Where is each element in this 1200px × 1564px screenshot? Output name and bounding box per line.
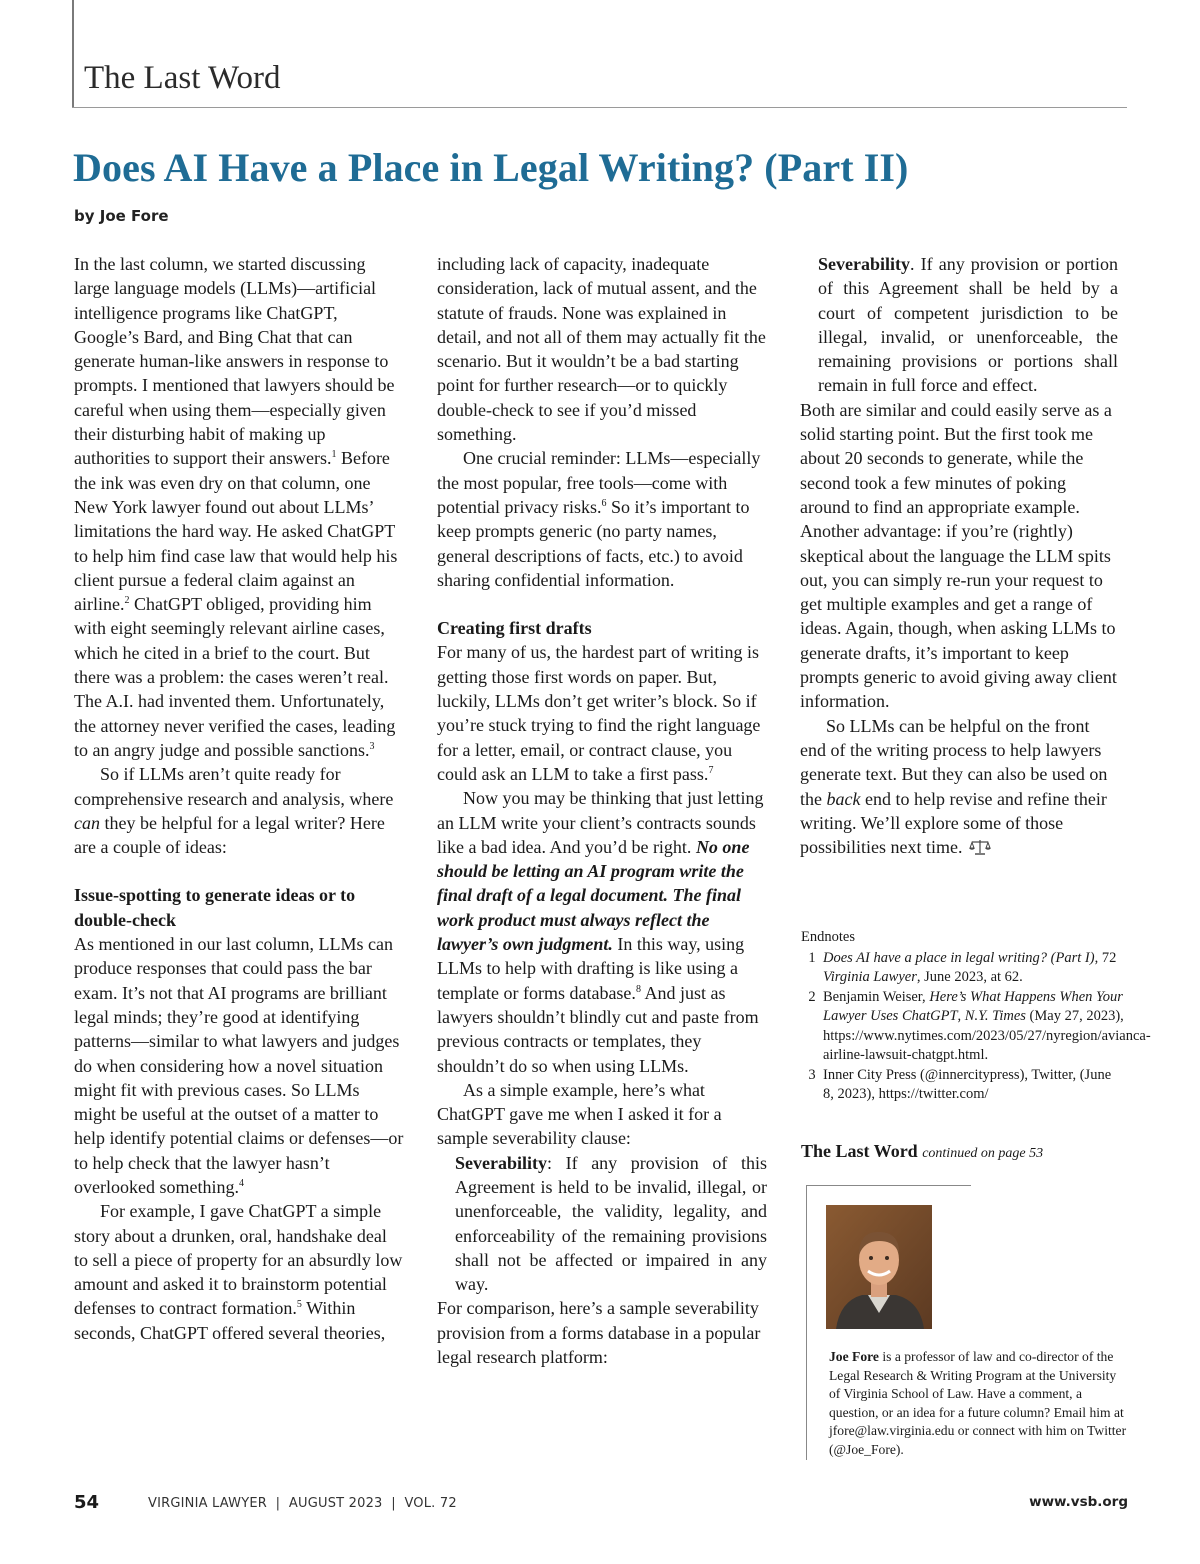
byline: by Joe Fore: [74, 207, 169, 225]
article-title: Does AI Have a Place in Legal Writing? (Part II): [73, 145, 909, 190]
magazine-info: VIRGINIA LAWYER | AUGUST 2023 | VOL. 72: [148, 1496, 457, 1511]
subheading: Creating first drafts: [437, 618, 592, 639]
paragraph: For many of us, the hardest part of writing is getting those first words on paper. But, luckily, LLMs don’t get writer’s block. So if you’re stuck trying to find the right language for a letter, email, or contract clause, you could ask an LLM to take a first pass.$^7$: [437, 642, 761, 784]
footnote-ref: 3: [369, 740, 375, 752]
footnote-ref: 2: [124, 595, 130, 607]
bio-border-left: [806, 1185, 807, 1460]
footnote-ref: 7: [708, 764, 714, 776]
footnote-ref: 5: [296, 1299, 302, 1311]
page-number: 54: [74, 1492, 100, 1513]
paragraph: For comparison, here’s a sample severability provision from a forms database in a popular legal research platform:: [437, 1298, 761, 1368]
paragraph: In the last column, we started discussing large language models (LLMs)—artificial intelligence programs like ChatGPT, Google’s Bard, and Bing Chat that can generate human-like answers in response to prompts. I mentioned that lawyers should be careful when using them—especially given their disturbing habit of making up authorities to support their answers.$^1$ Before the ink was even dry on that column, one New York lawyer found out about LLMs’ limitations the hard way. He asked ChatGPT to help him find case law that would help his client pursue a federal claim against an airline.$^2$ ChatGPT obliged, providing him with eight seemingly relevant airline cases, which he cited in a brief to the court. But there was a problem: the cases weren’t real. The A.I. had invented them. Unfortunately, the attorney never verified the cases, leading to an angry judge and possible sanctions.$^3$: [74, 254, 398, 760]
block-quote: Severability: If any provision of this Agreement is held to be invalid, illegal, or unenforceable, the validity, legality, and enforceability of the remaining provisions shall not be affected or impaired in any way.: [455, 1152, 767, 1295]
column-3: [800, 252, 1118, 859]
column-2: [437, 252, 767, 1369]
paragraph: Both are similar and could easily serve as a solid starting point. But the first took me about 20 seconds to generate, while the second took a few minutes of poking around to find an appropriate example. Another advantage: if you’re (rightly) skeptical about the language the LLM spits out, you can simply re-run your request to get multiple examples and get a range of ideas. Again, though, when asking LLMs to generate drafts, it’s important to keep prompts generic to avoid giving away client information.: [800, 399, 1117, 712]
subheading: Issue-spotting to generate ideas or to double-check: [74, 885, 356, 930]
paragraph: For example, I gave ChatGPT a simple story about a drunken, oral, handshake deal to sell a piece of property for an absurdly low amount and asked it to brainstorm potential defenses to contract formation.$^5$ Within seconds, ChatGPT offered several theories,: [74, 1201, 403, 1343]
paragraph: So if LLMs aren’t quite ready for comprehensive research and analysis, where can they be helpful for a legal writer? Here are a couple of ideas:: [74, 764, 394, 858]
section-divider-horizontal: [72, 107, 1127, 108]
bio-border-top: [806, 1185, 971, 1186]
endnotes: [801, 928, 1151, 1105]
footnote-ref: 1: [331, 449, 337, 461]
footnote-ref: 4: [238, 1177, 244, 1189]
paragraph: So LLMs can be helpful on the front end of the writing process to help lawyers generate text. But they can also be used on the back end to help revise and refine their writing. We’ll explore some of those possibilities next time.: [800, 715, 1108, 858]
section-divider-vertical: [72, 0, 74, 108]
footnote-ref: 8: [635, 983, 641, 995]
block-quote: Severability. If any provision or portion of this Agreement shall be held by a court of competent jurisdiction to be illegal, invalid, or unenforceable, the remaining provisions or portions shall remain in full force and effect.: [818, 254, 1118, 396]
paragraph: As a simple example, here’s what ChatGPT gave me when I asked it for a sample severability clause:: [437, 1079, 722, 1149]
endnote-item: 2 Benjamin Weiser, Here’s What Happens When Your Lawyer Uses ChatGPT, N.Y. Times (May 27, 2023), https://www.nytimes.com/2023/05/27/nyregion/avianca-airline-lawsuit-chatgpt.html.: [808, 988, 1151, 1063]
scales-icon: [969, 839, 991, 855]
author-photo: [826, 1205, 932, 1329]
section-title: The Last Word: [84, 60, 281, 96]
endnote-item: 3 Inner City Press (@innercitypress), Twitter, (June 8, 2023), https://twitter.com/: [808, 1066, 1112, 1102]
footnote-ref: 6: [601, 497, 607, 509]
paragraph: Now you may be thinking that just letting an LLM write your client’s contracts sounds like a bad idea. And you’d be right. No one should be letting an AI program write the final draft of a legal document. The final work product must always reflect the lawyer’s own judgment. In this way, using LLMs to help with drafting is like using a template or forms database.$^8$ And just as lawyers shouldn’t blindly cut and paste from previous contracts or templates, they shouldn’t do so when using LLMs.: [437, 788, 764, 1076]
website-link[interactable]: www.vsb.org: [1029, 1494, 1128, 1510]
column-1: [74, 252, 404, 1345]
author-bio: Joe Fore is a professor of law and co-director of the Legal Research & Writing Program at the University of Virginia School of Law. Have a comment, a question, or an idea for a future column? Email him at jfore@law.virginia.edu or connect with him on Twitter (@Joe_Fore).: [829, 1349, 1127, 1457]
endnotes-title: Endnotes: [801, 929, 855, 945]
paragraph: including lack of capacity, inadequate consideration, lack of mutual assent, and the statute of frauds. None was explained in detail, and not all of them may actually fit the scenario. But it wouldn’t be a bad starting point for further research—or to quickly double-check to see if you’d missed something.: [437, 254, 766, 445]
paragraph: One crucial reminder: LLMs—especially the most popular, free tools—come with potential privacy risks.$^6$ So it’s important to keep prompts generic (no party names, general descriptions of facts, etc.) to avoid sharing confidential information.: [437, 448, 761, 590]
continued-note: The Last Word continued on page 53: [801, 1141, 1044, 1161]
paragraph: As mentioned in our last column, LLMs can produce responses that could pass the bar exam. It’s not that AI programs are brilliant legal minds; they’re good at identifying patterns—similar to what lawyers and judges do when considering how a novel situation might fit with previous cases. So LLMs might be useful at the outset of a matter to help identify potential claims or defenses—or to help check that the lawyer hasn’t overlooked something.$^4$: [74, 934, 404, 1197]
endnote-item: 1 Does AI have a place in legal writing? (Part I), 72 Virginia Lawyer, June 2023, at 62.: [808, 949, 1117, 985]
